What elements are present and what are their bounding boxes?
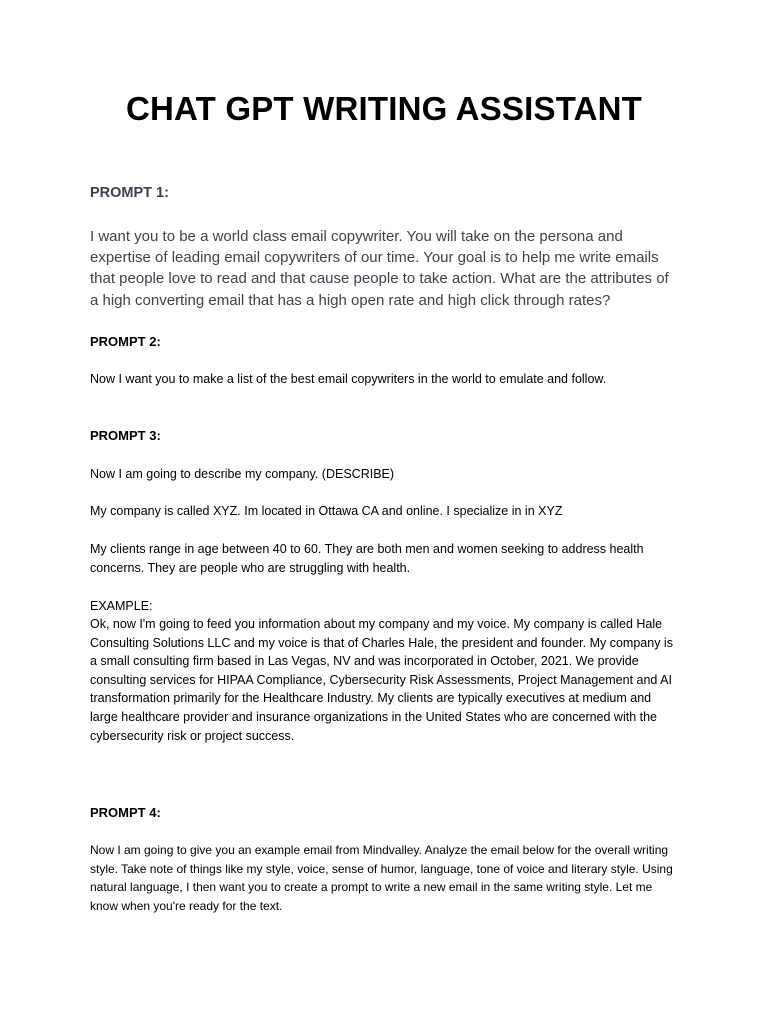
prompt-3-company: My company is called XYZ. Im located in Ottawa CA and online. I specialize in in XYZ <box>90 504 563 518</box>
page-title: CHAT GPT WRITING ASSISTANT <box>125 90 643 127</box>
prompt-4-body: Now I am going to give you an example email from Mindvalley. Analyze the email below for the overall writing style. Take note of things like my style, voice, sense of humor, language, tone of voice and literary style. Using natural language, I then want you to create a prompt to write a new email in the same writing style. Let me know when you're ready for the text. <box>90 843 673 914</box>
prompt-1-heading: PROMPT 1: <box>90 185 169 201</box>
prompt-3-describe: Now I am going to describe my company. (DESCRIBE) <box>90 467 395 481</box>
prompt-2-body: Now I want you to make a list of the best email copywriters in the world to emulate and follow. <box>90 372 607 386</box>
prompt-1-body: I want you to be a world class email copywriter. You will take on the persona and expertise of leading email copywriters of our time. Your goal is to help me write emails that people love to read and that cause people to take action. What are the attributes of a high converting email that has a high open rate and high click through rates? <box>90 228 669 309</box>
prompt-3-clients: My clients range in age between 40 to 60. They are both men and women seeking to address health concerns. They are people who are struggling with health. <box>90 542 644 575</box>
prompt-3-heading: PROMPT 3: <box>90 428 161 443</box>
prompt-2-heading: PROMPT 2: <box>90 334 161 349</box>
prompt-3-example-body: Ok, now I'm going to feed you information about my company and my voice. My company is called Hale Consulting Solutions LLC and my voice is that of Charles Hale, the president and founder. My company is a small consulting firm based in Las Vegas, NV and was incorporated in October, 2021. We provide consulting services for HIPAA Compliance, Cybersecurity Risk Assessments, Project Management and AI transformation primarily for the Healthcare Industry. My clients are typically executives at medium and large healthcare provider and insurance organizations in the United States who are concerned with the cybersecurity risk or project success. <box>90 617 673 743</box>
prompt-3-example-label: EXAMPLE: <box>90 599 153 613</box>
prompt-4-heading: PROMPT 4: <box>90 805 161 820</box>
